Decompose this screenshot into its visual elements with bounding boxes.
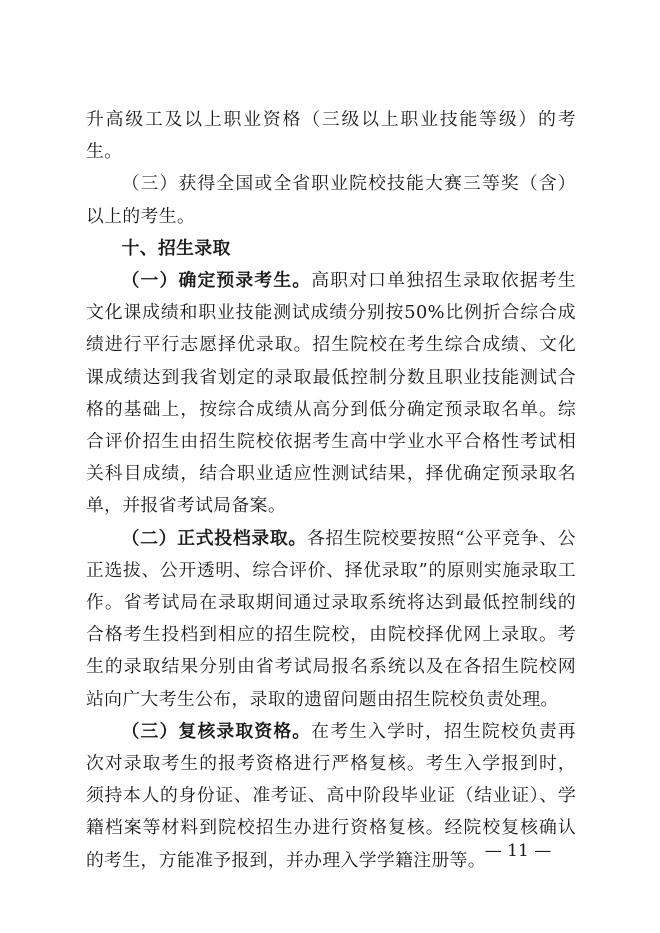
paragraph-text: 各招生院校要按照“公平竞争、公正选拔、公开透明、综合评价、择优录取”的原则实施录取工作。省考试局在录取期间通过录取系统将达到最低控制线的合格考生投档到相应的招生院校，由院校择优网上录取。考生的录取结果分别由省考试局报名系统以及在各招生院校网站向广大考生公布，录取的遗留问题由招生院校负责处理。 bbox=[86, 527, 576, 710]
paragraph-text: 在考生入学时，招生院校负责再次对录取考生的报考资格进行严格复核。考生入学报到时，须持本人的身份证、准考证、高中阶段毕业证（结业证）、学籍档案等材料到院校招生办进行资格复核。经院校复核确认的考生，方能准予报到，并办理入学学籍注册等。 bbox=[86, 720, 576, 871]
page-number: — 11 — bbox=[484, 841, 552, 861]
paragraph-text: 高职对口单独招生录取依据考生文化课成绩和职业技能测试成绩分别按50%比例折合综合成绩进行平行志愿择优录取。招生院校在考生综合成绩、文化课成绩达到我省划定的录取最低控制分数且职业技能测试合格的基础上，按综合成绩从高分到低分确定预录取名单。综合评价招生由招生院校依据考生高中学业水平合格性考试相关科目成绩，结合职业适应性测试结果，择优确定预录取名单，并报省考试局备案。 bbox=[86, 270, 576, 517]
paragraph-text: 升高级工及以上职业资格（三级以上职业技能等级）的考生。 bbox=[86, 109, 576, 163]
paragraph-preadmission bbox=[86, 265, 576, 523]
section-heading-text: 十、招生录取 bbox=[121, 237, 231, 259]
paragraph-text: （三）获得全国或全省职业院校技能大赛三等奖（含）以上的考生。 bbox=[86, 173, 576, 227]
paragraph-lead: （三）复核录取资格。 bbox=[121, 720, 312, 742]
paragraph-item-3 bbox=[86, 168, 576, 232]
paragraph-lead: （二）正式投档录取。 bbox=[121, 527, 307, 549]
paragraph-lead: （一）确定预录考生。 bbox=[121, 270, 312, 292]
section-heading bbox=[86, 233, 576, 265]
paragraph-formal-admission bbox=[86, 523, 576, 716]
paragraph-continuation bbox=[86, 104, 576, 168]
document-body bbox=[86, 104, 576, 877]
